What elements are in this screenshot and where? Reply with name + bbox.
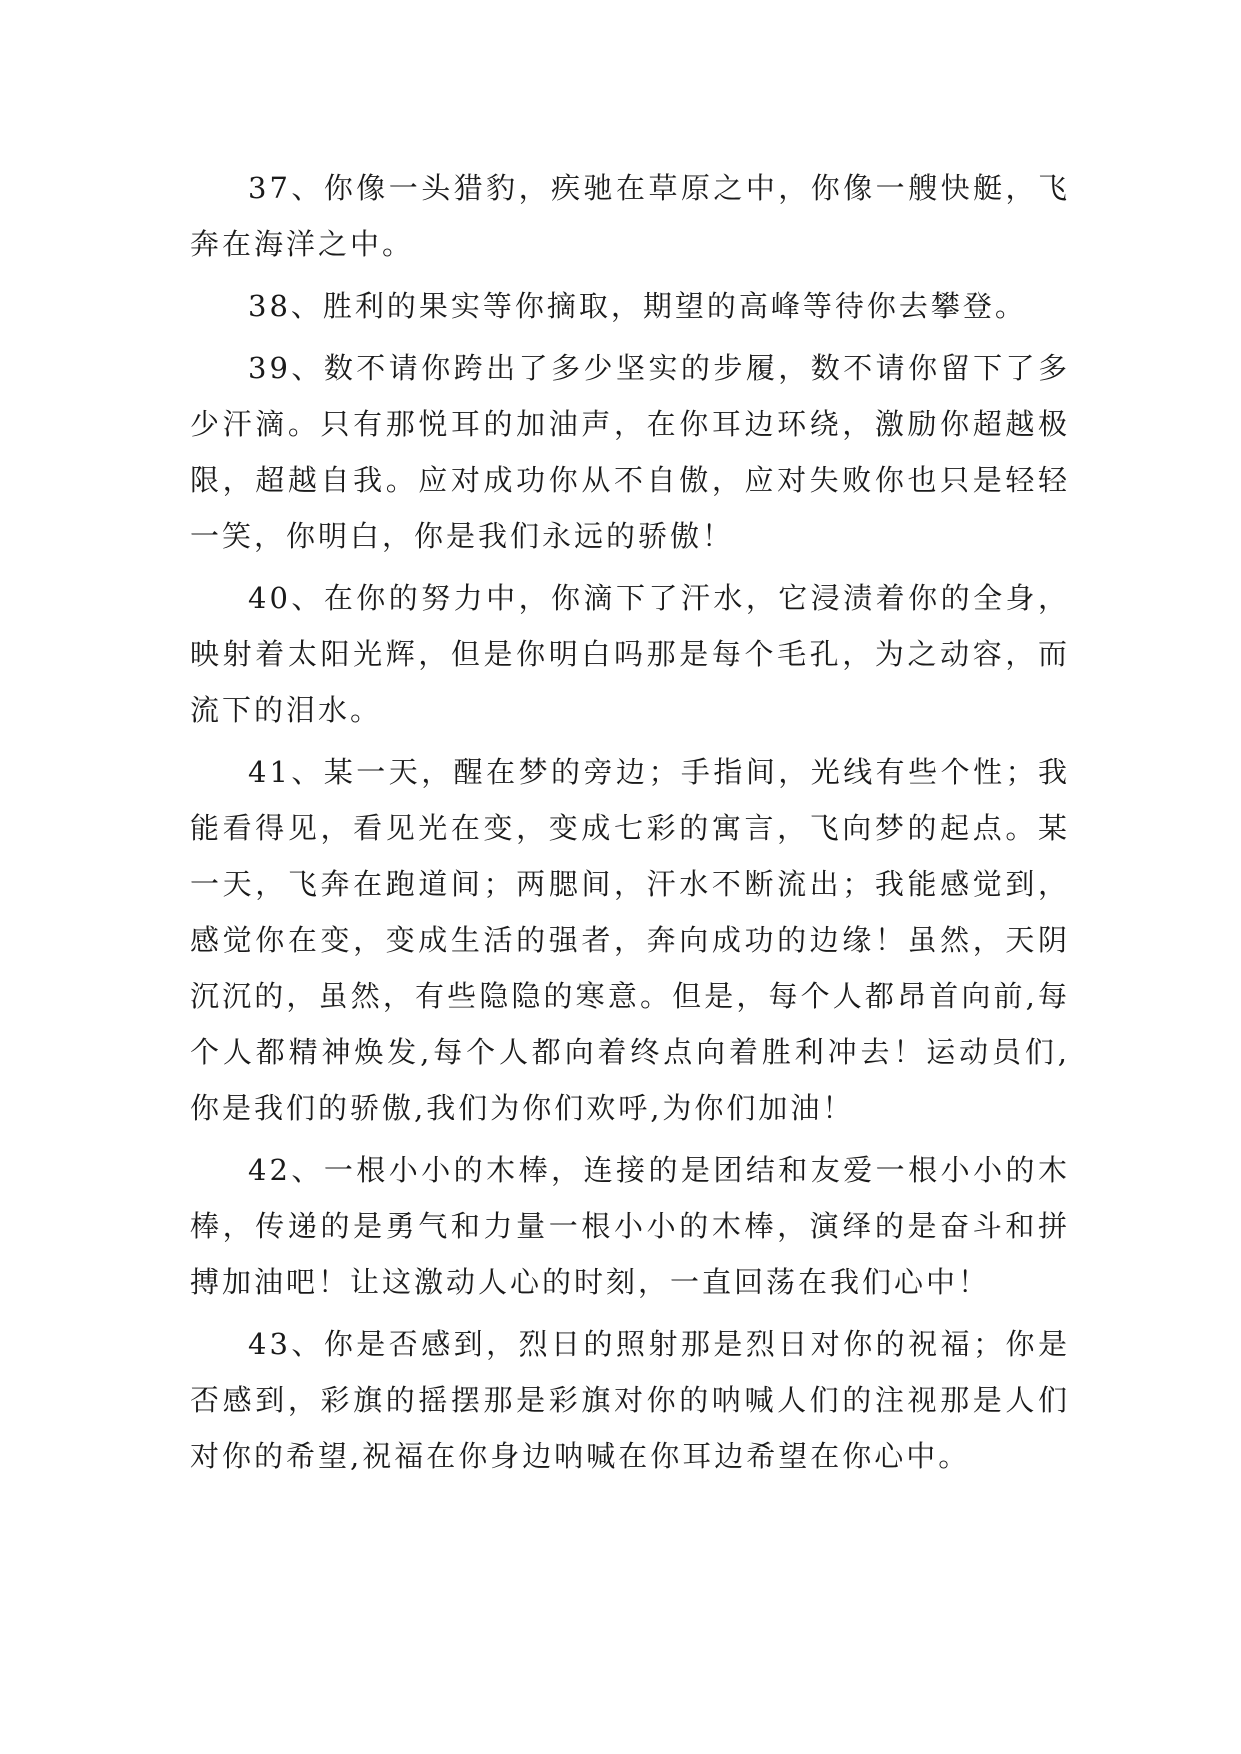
- document-body: [190, 160, 1070, 1490]
- paragraph-38: 38、胜利的果实等你摘取，期望的高峰等待你去攀登。: [248, 289, 1027, 323]
- paragraph-42: 42、一根小小的木棒，连接的是团结和友爱一根小小的木棒，传递的是勇气和力量一根小小的木棒，演绎的是奋斗和拼搏加油吧！让这激动人心的时刻，一直回荡在我们心中！: [190, 1153, 1070, 1299]
- paragraph-40: 40、在你的努力中，你滴下了汗水，它浸渍着你的全身，映射着太阳光辉，但是你明白吗那是每个毛孔，为之动容，而流下的泪水。: [190, 581, 1070, 727]
- paragraph-37: 37、你像一头猎豹，疾驰在草原之中，你像一艘快艇，飞奔在海洋之中。: [190, 171, 1070, 261]
- paragraph-39: 39、数不请你跨出了多少坚实的步履，数不请你留下了多少汗滴。只有那悦耳的加油声，在你耳边环绕，激励你超越极限，超越自我。应对成功你从不自傲，应对失败你也只是轻轻一笑，你明白，你是我们永远的骄傲！: [190, 351, 1070, 553]
- paragraph-43: 43、你是否感到，烈日的照射那是烈日对你的祝福；你是否感到，彩旗的摇摆那是彩旗对你的呐喊人们的注视那是人们对你的希望,祝福在你身边呐喊在你耳边希望在你心中。: [190, 1327, 1070, 1473]
- paragraph-41: 41、某一天，醒在梦的旁边；手指间，光线有些个性；我能看得见，看见光在变，变成七彩的寓言，飞向梦的起点。某一天，飞奔在跑道间；两腮间，汗水不断流出；我能感觉到，感觉你在变，变成生活的强者，奔向成功的边缘！虽然，天阴沉沉的，虽然，有些隐隐的寒意。但是，每个人都昂首向前,每个人都精神焕发,每个人都向着终点向着胜利冲去！运动员们,你是我们的骄傲,我们为你们欢呼,为你们加油！: [190, 755, 1070, 1125]
